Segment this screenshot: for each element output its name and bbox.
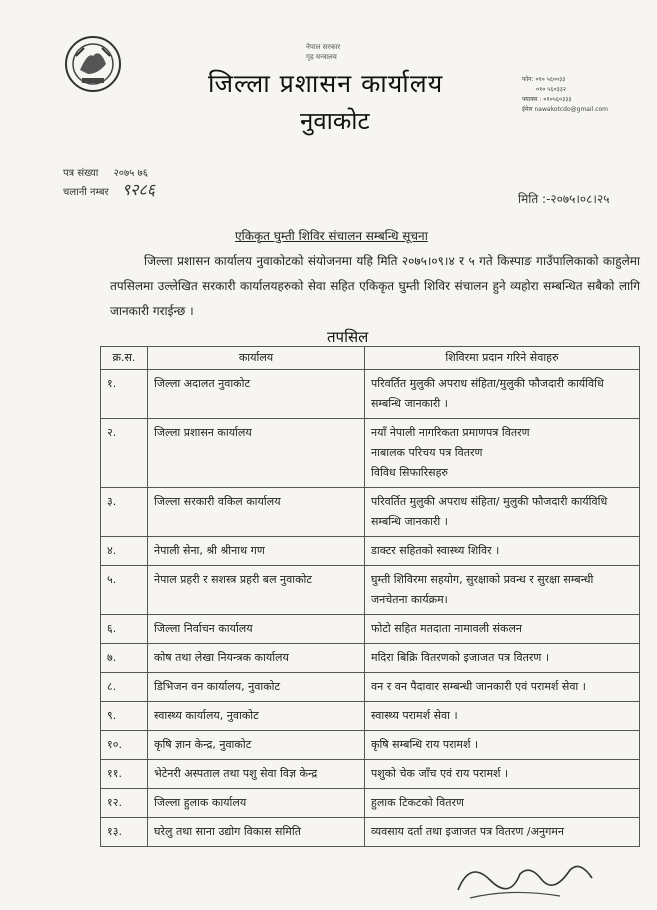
row-office: जिल्ला प्रशासन कार्यालय bbox=[148, 419, 365, 488]
letter-date: मिति :-२०७५।०८।२५ bbox=[518, 192, 610, 206]
phone-2: ०१० ५६०३३२ bbox=[536, 86, 566, 93]
patra-sankhya-value: २०७५ ७६ bbox=[113, 168, 148, 179]
district-title: नुवाकोट bbox=[300, 107, 370, 135]
row-office: जिल्ला निर्वाचन कार्यालय bbox=[148, 615, 365, 644]
row-office: भेटेनरी अस्पताल तथा पशु सेवा विज्ञ केन्द्र bbox=[148, 760, 365, 789]
table-row bbox=[101, 419, 640, 488]
row-sn: ६. bbox=[101, 615, 148, 644]
row-service: कृषि सम्बन्धि राय परामर्श । bbox=[365, 731, 640, 760]
table-row bbox=[101, 566, 640, 615]
details-table bbox=[100, 346, 640, 847]
contact-block bbox=[522, 75, 608, 115]
body-text: जिल्ला प्रशासन कार्यालय नुवाकोटको संयोजनमा यहि मिति २०७५।०९।४ र ५ गते किस्पाङ गाउँपालिकाको काहुलेमा तपसिलमा उल्लेखित सरकारी कार्यालयहरुको सेवा सहित एकिकृत घुम्ती शिविर संचालन हुने व्यहोरा सम्बन्धित सबैको लागि जानकारी गराईन्छ । bbox=[110, 254, 640, 318]
row-office: नेपाल प्रहरी र सशस्त्र प्रहरी बल नुवाकोट bbox=[148, 566, 365, 615]
row-office: डिभिजन वन कार्यालय, नुवाकोट bbox=[148, 673, 365, 702]
table-row bbox=[101, 702, 640, 731]
row-sn: ५. bbox=[101, 566, 148, 615]
row-sn: १२. bbox=[101, 789, 148, 818]
row-sn: ८. bbox=[101, 673, 148, 702]
row-sn: ९. bbox=[101, 702, 148, 731]
row-service: फोटो सहित मतदाता नामावली संकलन bbox=[365, 615, 640, 644]
email: ईमेल nawakotcdo@gmail.com bbox=[522, 106, 609, 113]
row-office: नेपाली सेना, श्री श्रीनाथ गण bbox=[148, 537, 365, 566]
phone-1: फोन: ०१० ५६००३३ bbox=[522, 76, 566, 83]
row-sn: १. bbox=[101, 370, 148, 419]
table-row bbox=[101, 760, 640, 789]
body-paragraph bbox=[110, 249, 640, 324]
header-office: कार्यालय bbox=[148, 347, 365, 370]
office-title: जिल्ला प्रशासन कार्यालय bbox=[208, 69, 444, 98]
header-service: शिविरमा प्रदान गरिने सेवाहरु bbox=[365, 347, 640, 370]
row-service: घुम्ती शिविरमा सहयोग, सुरक्षाको प्रवन्ध र सुरक्षा सम्बन्धी जनचेतना कार्यक्रम। bbox=[365, 566, 640, 615]
table-row bbox=[101, 537, 640, 566]
service-line: विविध सिफारिसहरु bbox=[371, 466, 449, 479]
row-sn: २. bbox=[101, 419, 148, 488]
row-sn: ३. bbox=[101, 488, 148, 537]
row-sn: ११. bbox=[101, 760, 148, 789]
row-sn: १०. bbox=[101, 731, 148, 760]
table-row bbox=[101, 731, 640, 760]
table-row bbox=[101, 644, 640, 673]
header-sn: क्र.स. bbox=[101, 347, 148, 370]
row-sn: १३. bbox=[101, 818, 148, 847]
table-row bbox=[101, 818, 640, 847]
row-service: हुलाक टिकटको वितरण bbox=[365, 789, 640, 818]
row-service: मदिरा बिक्रि वितरणको इजाजत पत्र वितरण । bbox=[365, 644, 640, 673]
subject-line: एकिकृत घुम्ती शिविर संचालन सम्बन्धि सूचना bbox=[235, 229, 428, 243]
nepal-emblem-icon bbox=[58, 34, 128, 94]
table-row bbox=[101, 370, 640, 419]
table-header-row bbox=[101, 347, 640, 370]
row-service: व्यवसाय दर्ता तथा इजाजत पत्र वितरण /अनुगमन bbox=[365, 818, 640, 847]
table-title: तपसिल bbox=[327, 328, 369, 346]
chalani-value: ९२८६ bbox=[121, 180, 156, 199]
row-service: डाक्टर सहितको स्वास्थ्य शिविर । bbox=[365, 537, 640, 566]
chalani-number bbox=[63, 182, 155, 201]
row-office: कोष तथा लेखा नियन्त्रक कार्यालय bbox=[148, 644, 365, 673]
row-sn: ४. bbox=[101, 537, 148, 566]
row-sn: ७. bbox=[101, 644, 148, 673]
row-office: जिल्ला अदालत नुवाकोट bbox=[148, 370, 365, 419]
patra-sankhya-label: पत्र संख्या bbox=[63, 168, 99, 179]
row-office: स्वास्थ्य कार्यालय, नुवाकोट bbox=[148, 702, 365, 731]
row-service: परिवर्तित मुलुकी अपराध संहिता/मुलुकी फौजदारी कार्यविधि सम्बन्धि जानकारी । bbox=[365, 370, 640, 419]
row-office: जिल्ला हुलाक कार्यालय bbox=[148, 789, 365, 818]
letter-meta bbox=[63, 166, 155, 201]
table-row bbox=[101, 615, 640, 644]
gov-line-2: गृह मन्त्रालय bbox=[306, 53, 337, 61]
row-office: जिल्ला सरकारी वकिल कार्यालय bbox=[148, 488, 365, 537]
row-office: कृषि ज्ञान केन्द्र, नुवाकोट bbox=[148, 731, 365, 760]
row-service: परिवर्तित मुलुकी अपराध संहिता/ मुलुकी फौजदारी कार्यविधि सम्बन्धि जानकारी । bbox=[365, 488, 640, 537]
fax: फ्याक्स : ०१०५६०३३३ bbox=[522, 96, 572, 103]
gov-line-1: नेपाल सरकार bbox=[306, 43, 341, 51]
row-service bbox=[365, 419, 640, 488]
row-service: स्वास्थ्य परामर्श सेवा । bbox=[365, 702, 640, 731]
table-row bbox=[101, 673, 640, 702]
table-row bbox=[101, 789, 640, 818]
row-office: घरेलु तथा साना उद्योग विकास समिति bbox=[148, 818, 365, 847]
row-service: वन र वन पैदावार सम्बन्धी जानकारी एवं परामर्श सेवा । bbox=[365, 673, 640, 702]
gov-lines bbox=[306, 42, 340, 62]
service-line: नाबालक परिचय पत्र वितरण bbox=[371, 446, 483, 459]
row-service: पशुको चेक जाँच एवं राय परामर्श । bbox=[365, 760, 640, 789]
service-line: नयाँ नेपाली नागरिकता प्रमाणपत्र वितरण bbox=[371, 426, 530, 439]
signature-scribble bbox=[450, 850, 600, 906]
chalani-label: चलानी नम्बर bbox=[63, 187, 109, 198]
table-row bbox=[101, 488, 640, 537]
